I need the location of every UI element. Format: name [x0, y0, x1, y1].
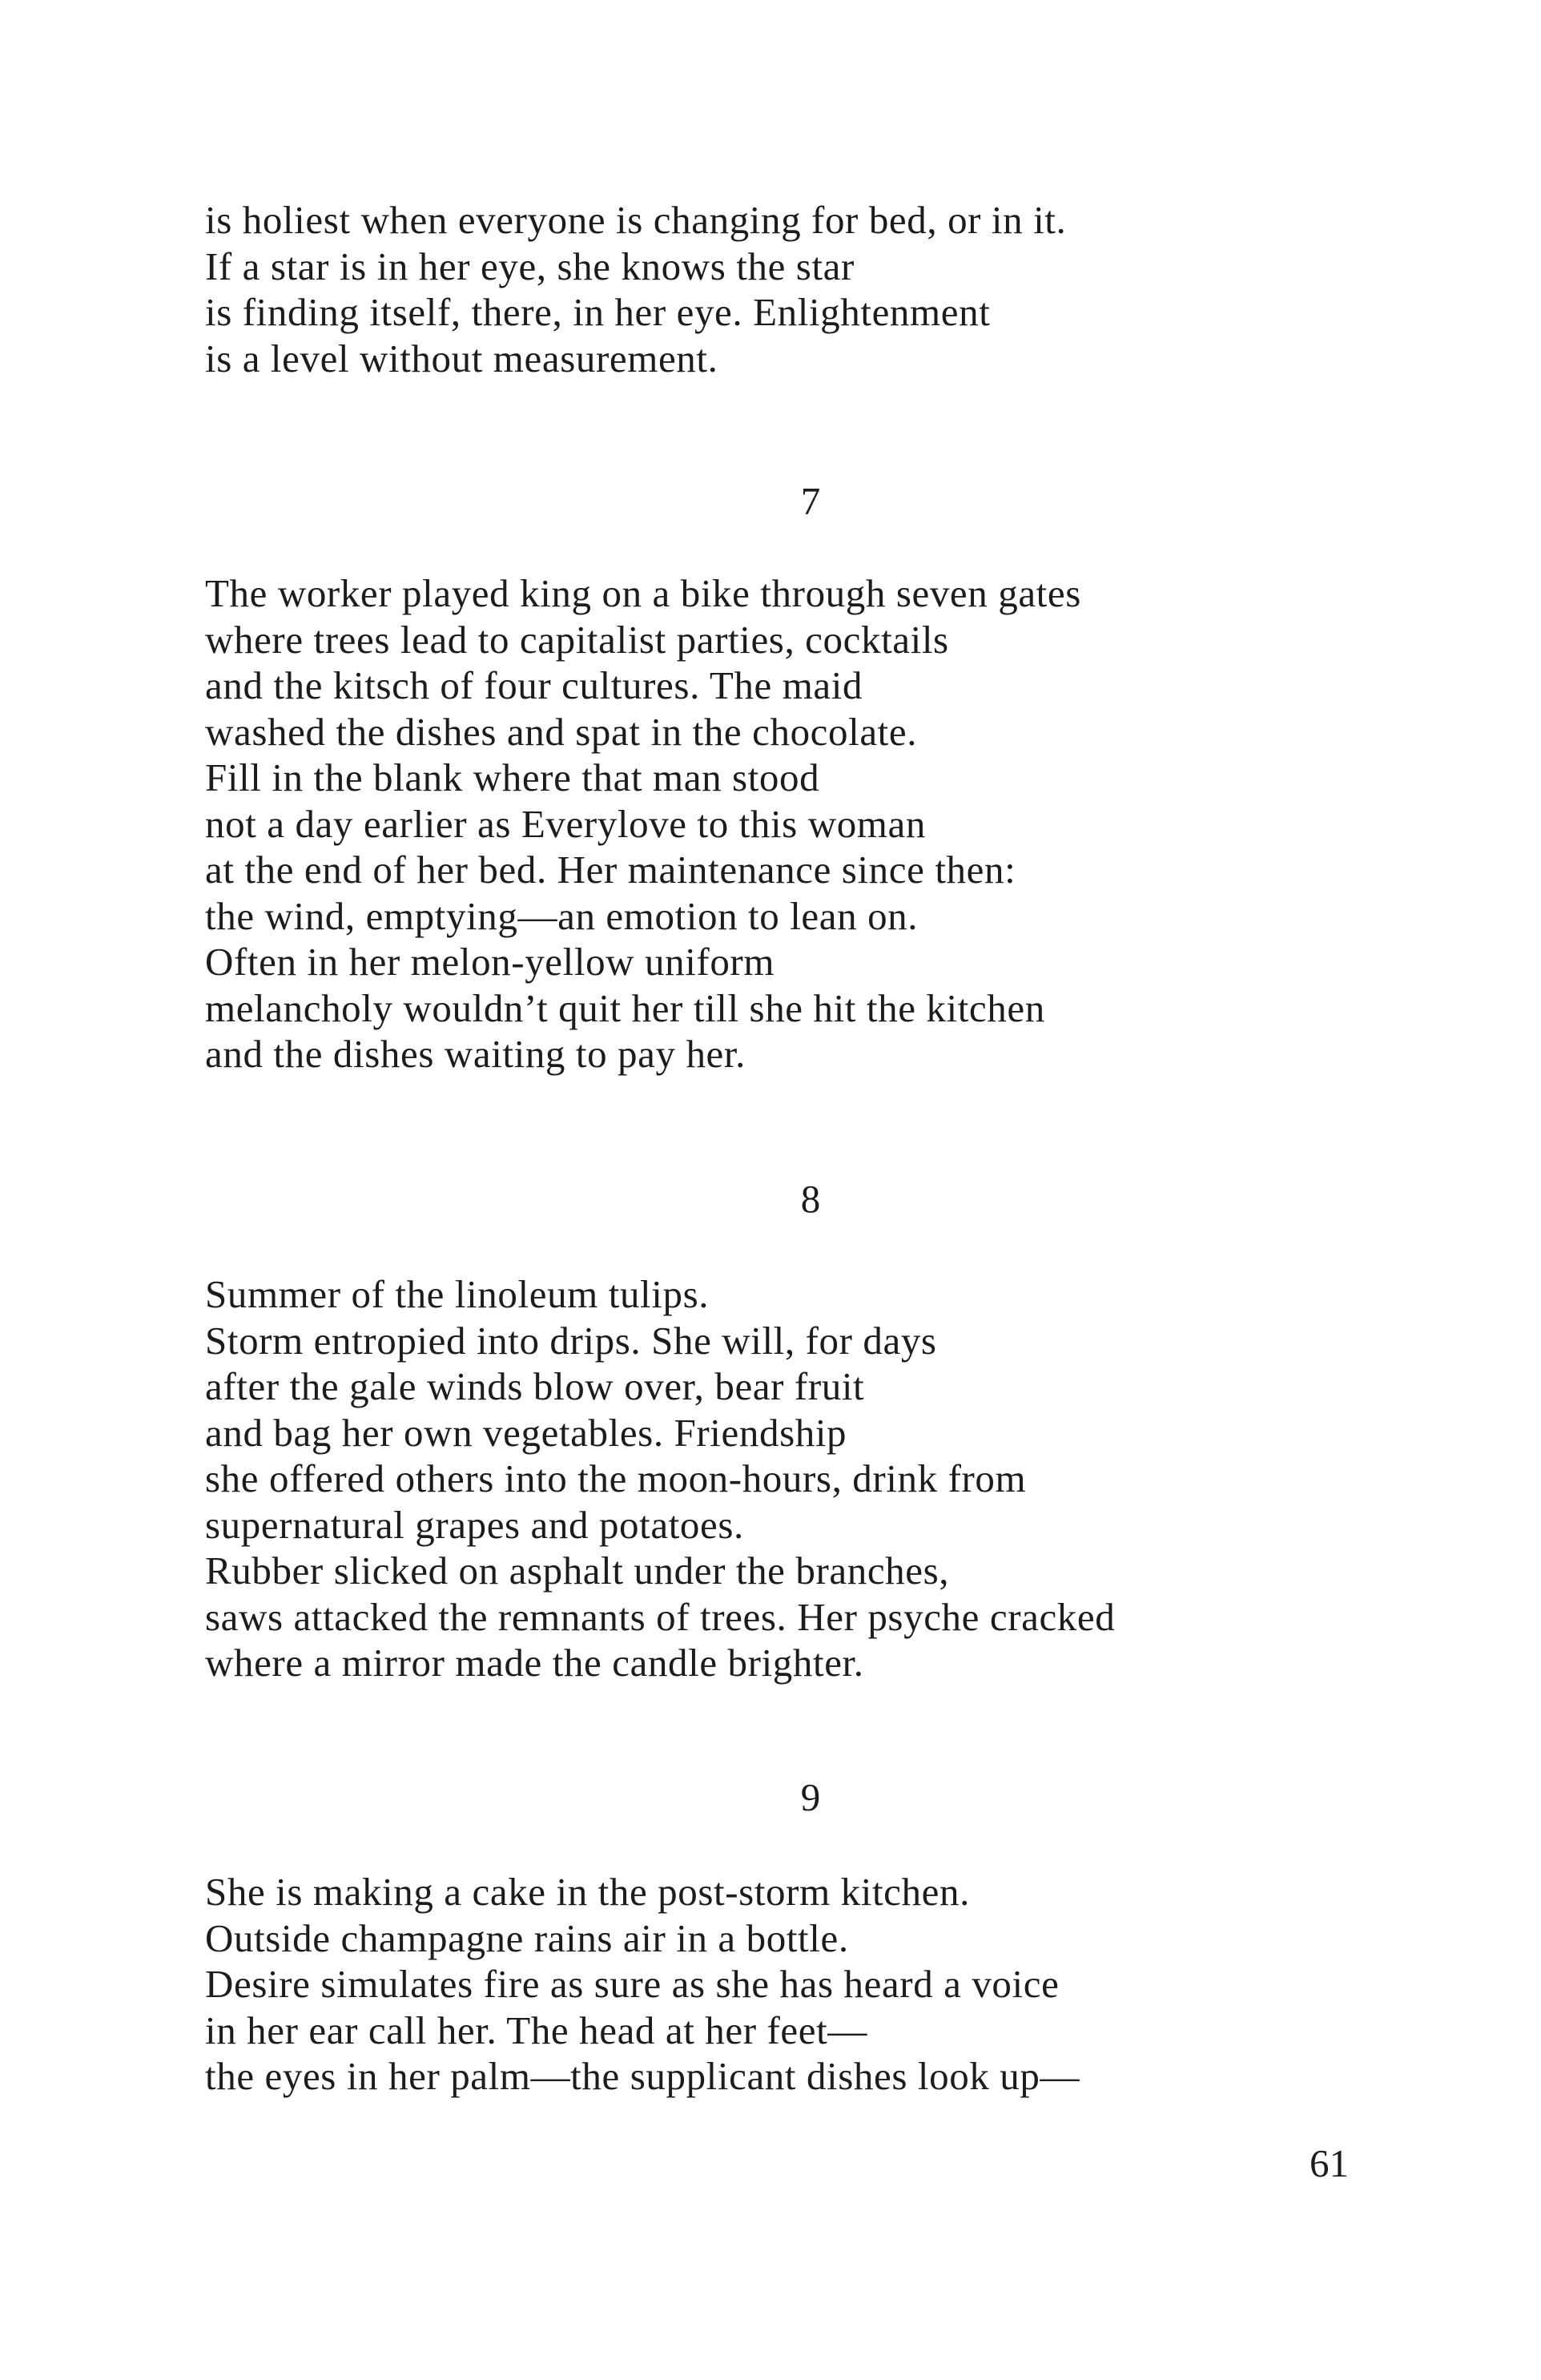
poem-line: at the end of her bed. Her maintenance since then: — [205, 848, 1016, 892]
poem-line: The worker played king on a bike through seven gates — [205, 571, 1081, 615]
section-number-7: 7 — [800, 479, 821, 523]
stanza-8 — [205, 1271, 1115, 1686]
poem-line: She is making a cake in the post-storm kitchen. — [205, 1870, 970, 1914]
poem-line: she offered others into the moon-hours, drink from — [205, 1456, 1027, 1500]
poem-line: where trees lead to capitalist parties, cocktails — [205, 617, 949, 662]
poem-line: Desire simulates fire as sure as she has heard a voice — [205, 1962, 1060, 2006]
poem-line: Fill in the blank where that man stood — [205, 755, 820, 799]
poem-line: and the dishes waiting to pay her. — [205, 1032, 746, 1076]
poem-line: the eyes in her palm—the supplicant dishes look up— — [205, 2054, 1080, 2098]
poem-line: in her ear call her. The head at her feet— — [205, 2007, 867, 2052]
poem-line: after the gale winds blow over, bear fruit — [205, 1364, 865, 1408]
poem-line: Storm entropied into drips. She will, for days — [205, 1318, 937, 1363]
poem-line: supernatural grapes and potatoes. — [205, 1502, 744, 1547]
stanza-9 — [205, 1869, 1080, 2100]
poem-line: the wind, emptying—an emotion to lean on. — [205, 893, 919, 938]
poem-line: is holiest when everyone is changing for bed, or in it. — [205, 198, 1067, 242]
poem-line: melancholy wouldn’t quit her till she hit the kitchen — [205, 985, 1045, 1030]
stanza-continuation — [205, 197, 1066, 381]
page-number: 61 — [1310, 2141, 1349, 2185]
section-number-9: 9 — [800, 1775, 821, 1819]
poem-line: where a mirror made the candle brighter. — [205, 1641, 864, 1685]
poem-line: If a star is in her eye, she knows the star — [205, 244, 855, 288]
poem-line: Rubber slicked on asphalt under the branches, — [205, 1548, 950, 1593]
poem-line: washed the dishes and spat in the chocolate. — [205, 709, 918, 754]
stanza-7 — [205, 570, 1081, 1077]
poem-line: is a level without measurement. — [205, 336, 718, 381]
poem-line: and bag her own vegetables. Friendship — [205, 1410, 847, 1455]
poem-line: Outside champagne rains air in a bottle. — [205, 1915, 849, 1960]
poem-line: saws attacked the remnants of trees. Her psyche cracked — [205, 1594, 1116, 1639]
poem-line: Summer of the linoleum tulips. — [205, 1272, 710, 1316]
section-number-8: 8 — [800, 1177, 821, 1221]
poem-line: is finding itself, there, in her eye. Enlightenment — [205, 290, 991, 334]
poem-line: Often in her melon-yellow uniform — [205, 940, 775, 984]
poem-line: not a day earlier as Everylove to this woman — [205, 801, 926, 846]
poem-line: and the kitsch of four cultures. The maid — [205, 663, 863, 707]
